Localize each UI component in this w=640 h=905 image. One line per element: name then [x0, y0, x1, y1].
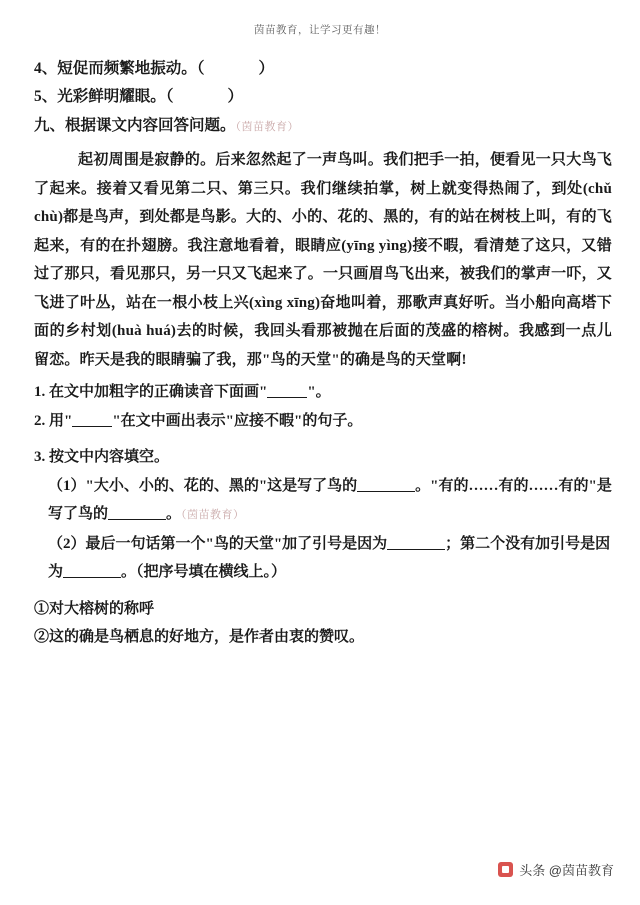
answer-option-1: ①对大榕树的称呼: [34, 600, 155, 617]
question-2-quote-open: ": [64, 412, 73, 429]
question-2-quote-close: ": [112, 412, 121, 429]
question-3-2: [34, 530, 612, 587]
question-3-2-blank-1: [387, 535, 445, 550]
section-heading-nine-text: 九、根据课文内容回答问题。: [34, 117, 236, 134]
reading-passage: [34, 146, 612, 374]
question-3-2-blank-2: [63, 563, 121, 578]
exercise-item-4-text: 4、短促而频繁地振动。（: [34, 60, 205, 77]
toutiao-logo-icon: [498, 862, 513, 877]
question-2-pre: 2. 用: [34, 412, 65, 429]
exercise-item-5-text: 5、光彩鲜明耀眼。（: [34, 88, 174, 105]
exercise-item-5: [34, 83, 612, 111]
question-3-1-a: （1）"大小、小的、花的、黑的"这是写了鸟的: [48, 477, 358, 494]
question-2-blank: [72, 412, 112, 427]
question-3-2-a: （2）最后一句话第一个"鸟的天堂"加了引号是因为: [48, 535, 388, 552]
question-3-1-blank-1: [357, 477, 415, 492]
exercise-item-5-close: ）: [227, 88, 244, 105]
question-3-2-b: ；第二个没有加引号是因为: [48, 535, 611, 580]
document-content: [34, 55, 612, 652]
question-3-2-c: 。（把序号填在横线上。）: [121, 564, 287, 580]
exercise-item-4: [34, 55, 612, 83]
question-1-quote-open: ": [259, 384, 268, 400]
reading-passage-text: 起初周围是寂静的。后来忽然起了一声鸟叫。我们把手一拍，便看见一只大鸟飞了起来。接着又看见第二只、第三只。我们继续拍掌，树上就变得热闹了，到处(chǔ chù)都是鸟声，到处都是鸟影。大的、小的、花的、黑的，有的站在树枝上叫，有的飞起来，有的在扑翅膀。我注意地看着，眼睛应(yīng yìng)接不暇，看清楚了这只，又错过了那只，看见那只，另一只又飞起来了。一只画眉鸟飞出来，被我们的掌声一吓，又飞进了叶丛，站在一根小枝上兴(xìng xīng)奋地叫着，那歌声真好听。当小船向高塔下面的乡村划(huà huá)去的时候，我回头看那被抛在后面的茂盛的榕树。我感到一点儿留恋。昨天是我的眼睛骗了我，那"鸟的天堂"的确是鸟的天堂啊!: [34, 152, 612, 368]
question-2-post: 在文中画出表示"应接不暇"的句子。: [120, 412, 363, 429]
watermark-text-2: （茵苗教育）: [181, 509, 245, 521]
header-note: 茵苗教育，让学习更有趣！: [254, 25, 386, 36]
footer-brand: [498, 860, 614, 879]
question-1-post: "。: [307, 384, 331, 400]
question-3-1: [34, 472, 612, 530]
question-3-1-blank-2: [108, 505, 166, 520]
question-1-pre: 1. 在文中加粗字的正确读音下面画: [34, 384, 260, 400]
footer-brand-label: 头条 @茵苗教育: [519, 863, 614, 878]
question-3-1-c: 。: [166, 506, 182, 522]
watermark-text-1: （茵苗教育）: [235, 121, 300, 133]
question-1-blank: [267, 383, 307, 398]
question-1: [34, 378, 612, 407]
question-3-1-b: 。"有的……有的……有的"是写了鸟的: [48, 477, 612, 522]
question-3: 3. 按文中内容填空。: [34, 449, 170, 465]
section-heading-nine: [34, 111, 612, 142]
answer-option-2: ②这的确是鸟栖息的好地方，是作者由衷的赞叹。: [34, 629, 365, 645]
question-2: [34, 407, 612, 436]
exercise-item-4-close: ）: [258, 60, 275, 77]
